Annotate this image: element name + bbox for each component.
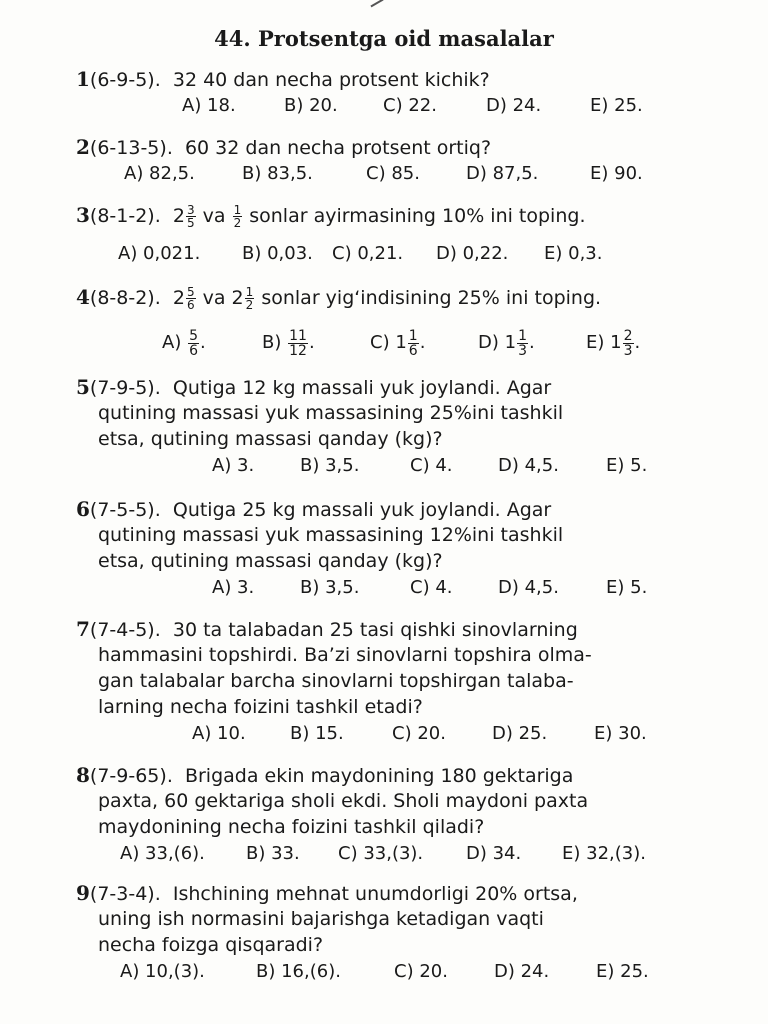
problem-text: sonlar ayirmasining 10% ini toping.: [243, 205, 586, 227]
problem-3: 3(8-1-2). 2 $\frac{3}{5}$ va $\frac{1}{2}$ sonlar ayirmasining 10% ini toping. A) 0,021. B) 0,03. C) 0,21. D) 0,22. E) 0,3.: [76, 202, 676, 268]
problem-1: [76, 66, 676, 120]
problem-text: sonlar yig‘indisining 25% ini toping.: [255, 287, 602, 309]
answer-a: A) 18.: [182, 95, 236, 116]
answer-a: A) $\frac{5}{6}$ .: [162, 327, 206, 359]
fraction: $\frac{1}{2}$: [233, 203, 242, 230]
problem-text: gan talabalar barcha sinovlarni topshirgan talaba-: [98, 670, 574, 692]
problem-code: (7-9-5).: [89, 377, 161, 399]
problem-text: Qutiga 12 kg massali yuk joylandi. Agar: [172, 377, 552, 399]
problem-text: Brigada ekin maydonining 180 gektariga: [184, 765, 574, 787]
answer-d: D) 34.: [466, 843, 522, 864]
problem-number: 5: [76, 375, 90, 399]
pen-mark: [370, 0, 383, 7]
answer-a: A) 10.: [192, 723, 246, 744]
answer-c: C) 85.: [366, 163, 420, 184]
problem-number: 9: [76, 881, 90, 905]
fraction: $\frac{3}{5}$: [186, 203, 195, 230]
answer-d: D) 4,5.: [498, 455, 559, 476]
problem-number: 1: [76, 67, 90, 91]
problem-6: [76, 496, 676, 602]
problem-text: larning necha foizini tashkil etadi?: [98, 696, 423, 718]
answer-d: D) 1 $\frac{1}{3}$ .: [478, 327, 535, 359]
problem-code: (6-13-5).: [89, 137, 173, 159]
answer-b: B) 83,5.: [242, 163, 313, 184]
answer-d: D) 0,22.: [436, 243, 509, 264]
problem-code: (8-1-2).: [89, 205, 161, 227]
problem-text: qutining massasi yuk massasining 25%ini tashkil: [98, 402, 564, 424]
problem-text: etsa, qutining massasi qanday (kg)?: [98, 550, 443, 572]
problem-number: 3: [76, 203, 90, 227]
answer-e: E) 25.: [590, 95, 643, 116]
problem-number: 7: [76, 617, 90, 641]
answer-e: E) 32,(3).: [562, 843, 646, 864]
problem-number: 6: [76, 497, 90, 521]
problem-code: (8-8-2).: [89, 287, 161, 309]
answer-d: D) 87,5.: [466, 163, 539, 184]
answer-e: E) 25.: [596, 961, 649, 982]
answer-a: A) 3.: [212, 455, 255, 476]
problem-number: 4: [76, 285, 90, 309]
problem-number: 2: [76, 135, 90, 159]
answer-b: B) 0,03.: [242, 243, 313, 264]
problem-code: (7-9-65).: [89, 765, 173, 787]
answer-b: B) 16,(6).: [256, 961, 341, 982]
answer-b: B) 15.: [290, 723, 344, 744]
problem-7: [76, 616, 676, 748]
problem-text: necha foizga qisqaradi?: [98, 934, 324, 956]
answer-e: E) 90.: [590, 163, 643, 184]
answer-b: B) $\frac{11}{12}$ .: [262, 327, 315, 359]
answer-c: C) 4.: [410, 577, 453, 598]
problem-text: qutining massasi yuk massasining 12%ini tashkil: [98, 524, 564, 546]
problem-text: 32 40 dan necha protsent kichik?: [172, 69, 490, 91]
problem-8: [76, 762, 676, 868]
answer-c: C) 22.: [383, 95, 437, 116]
answer-d: D) 24.: [494, 961, 550, 982]
answer-e: E) 0,3.: [544, 243, 603, 264]
problem-4: 4(8-8-2). 2 $\frac{5}{6}$ va 2 $\frac{1}{2}$ sonlar yig‘indisining 25% ini toping. A) $\frac{5}{6}$ . B) $\frac{11}{12}$ . C) 1 $\frac{1}{6}$ . D) 1 $\frac{1}{3}$ . E) 1 $\frac{2}{3}$ .: [76, 285, 641, 359]
problem-code: (6-9-5).: [89, 69, 161, 91]
problem-text: hammasini topshirdi. Ba’zi sinovlarni topshira olma-: [98, 644, 592, 666]
answer-c: C) 20.: [392, 723, 446, 744]
answer-d: D) 24.: [486, 95, 542, 116]
problem-text: uning ish normasini bajarishga ketadigan vaqti: [98, 908, 544, 930]
problem-text: maydonining necha foizini tashkil qiladi?: [98, 816, 485, 838]
fraction: $\frac{5}{6}$: [186, 285, 195, 312]
answer-e: E) 30.: [594, 723, 647, 744]
problem-number: 8: [76, 763, 90, 787]
answer-b: B) 20.: [284, 95, 338, 116]
problem-code: (7-4-5).: [89, 619, 161, 641]
problem-text: 60 32 dan necha protsent ortiq?: [184, 137, 492, 159]
answer-c: C) 33,(3).: [338, 843, 424, 864]
problem-text: paxta, 60 gektariga sholi ekdi. Sholi maydoni paxta: [98, 790, 589, 812]
problem-text: Ishchining mehnat unumdorligi 20% ortsa,: [172, 883, 578, 905]
problem-text: etsa, qutining massasi qanday (kg)?: [98, 428, 443, 450]
problem-code: (7-5-5).: [89, 499, 161, 521]
answer-e: E) 1 $\frac{2}{3}$ .: [586, 327, 641, 359]
problem-code: (7-3-4).: [89, 883, 161, 905]
problem-text: 30 ta talabadan 25 tasi qishki sinovlarning: [172, 619, 578, 641]
page-title: 44. Protsentga oid masalalar: [214, 26, 554, 51]
answer-a: A) 33,(6).: [120, 843, 205, 864]
problem-9: [76, 880, 676, 986]
answer-d: D) 4,5.: [498, 577, 559, 598]
problem-5: [76, 374, 676, 480]
fraction: $\frac{1}{2}$: [245, 285, 254, 312]
answer-a: A) 82,5.: [124, 163, 195, 184]
answer-b: B) 3,5.: [300, 455, 360, 476]
answer-b: B) 3,5.: [300, 577, 360, 598]
answer-a: A) 0,021.: [118, 243, 201, 264]
answer-a: A) 10,(3).: [120, 961, 205, 982]
problem-text: Qutiga 25 kg massali yuk joylandi. Agar: [172, 499, 552, 521]
answer-a: A) 3.: [212, 577, 255, 598]
answer-c: C) 1 $\frac{1}{6}$ .: [370, 327, 426, 359]
answer-c: C) 4.: [410, 455, 453, 476]
answer-e: E) 5.: [606, 455, 648, 476]
answer-c: C) 0,21.: [332, 243, 404, 264]
problem-2: [76, 134, 676, 188]
answer-e: E) 5.: [606, 577, 648, 598]
answer-c: C) 20.: [394, 961, 448, 982]
answer-b: B) 33.: [246, 843, 300, 864]
answer-d: D) 25.: [492, 723, 548, 744]
